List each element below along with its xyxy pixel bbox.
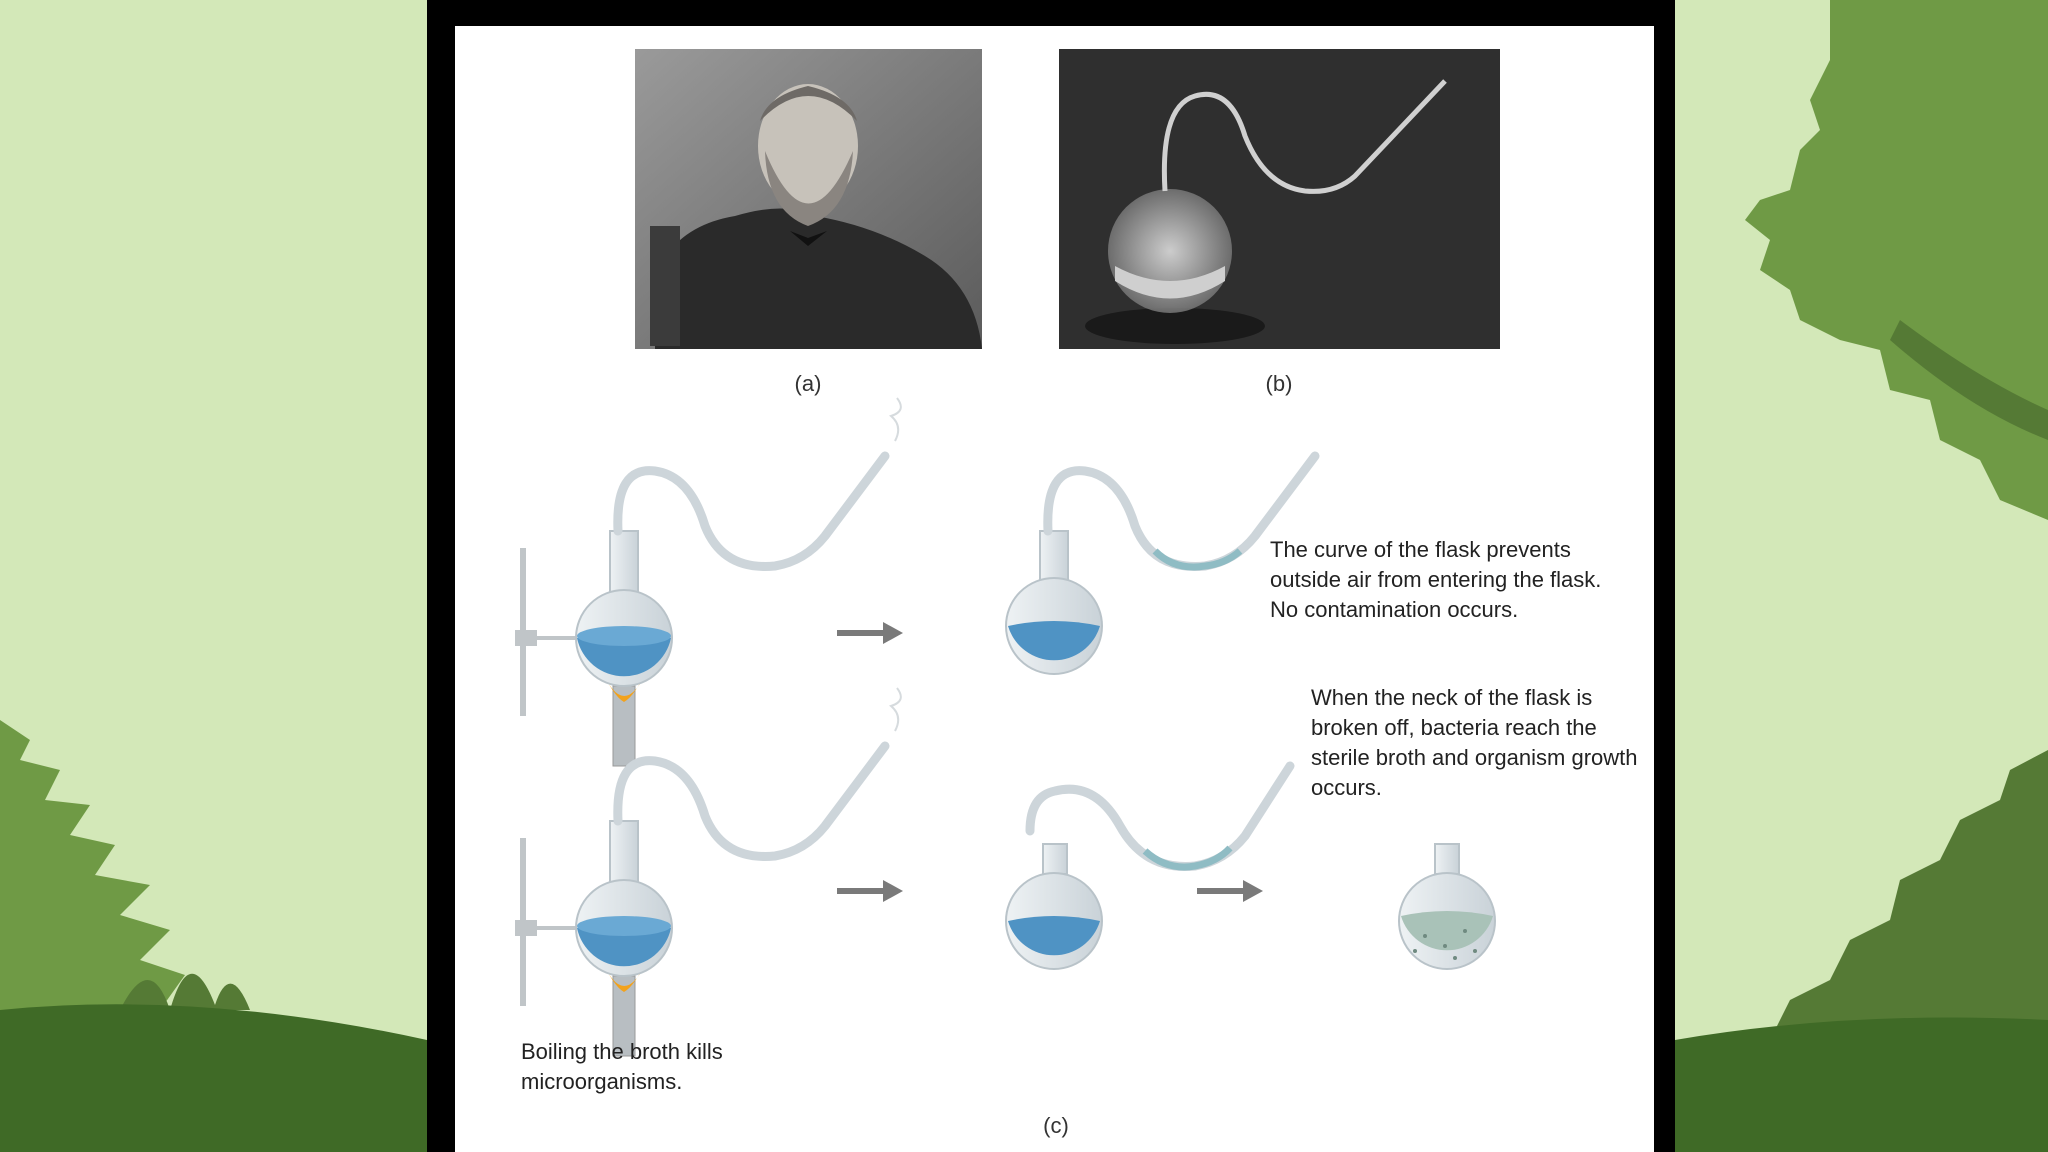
arrow-1: [837, 622, 903, 644]
panel-b-label: (b): [1265, 371, 1293, 396]
intact-flask: [1006, 456, 1315, 674]
contaminated-flask: [1399, 844, 1495, 969]
panel-a-label: (a): [794, 371, 822, 396]
flask-photo: [1059, 49, 1500, 349]
boiling-flask-bottom: [515, 688, 901, 1056]
note-curve: The curve of the flask prevents outside air from entering the flask. No contamination occurs.: [1270, 537, 1602, 622]
broken-neck-flask: [1006, 766, 1290, 969]
note-boiling: Boiling the broth kills microorganisms.: [521, 1039, 723, 1094]
right-hill: [1675, 1018, 2048, 1152]
arrow-2: [837, 880, 903, 902]
figure-sheet: [455, 26, 1654, 1152]
panel-c-label: (c): [1043, 1113, 1069, 1138]
portrait-photo: [635, 49, 982, 349]
note-broken: When the neck of the flask is broken off, bacteria reach the sterile broth and organism growth occurs.: [1311, 685, 1638, 800]
arrow-3: [1197, 880, 1263, 902]
boiling-flask-top: [515, 398, 901, 766]
